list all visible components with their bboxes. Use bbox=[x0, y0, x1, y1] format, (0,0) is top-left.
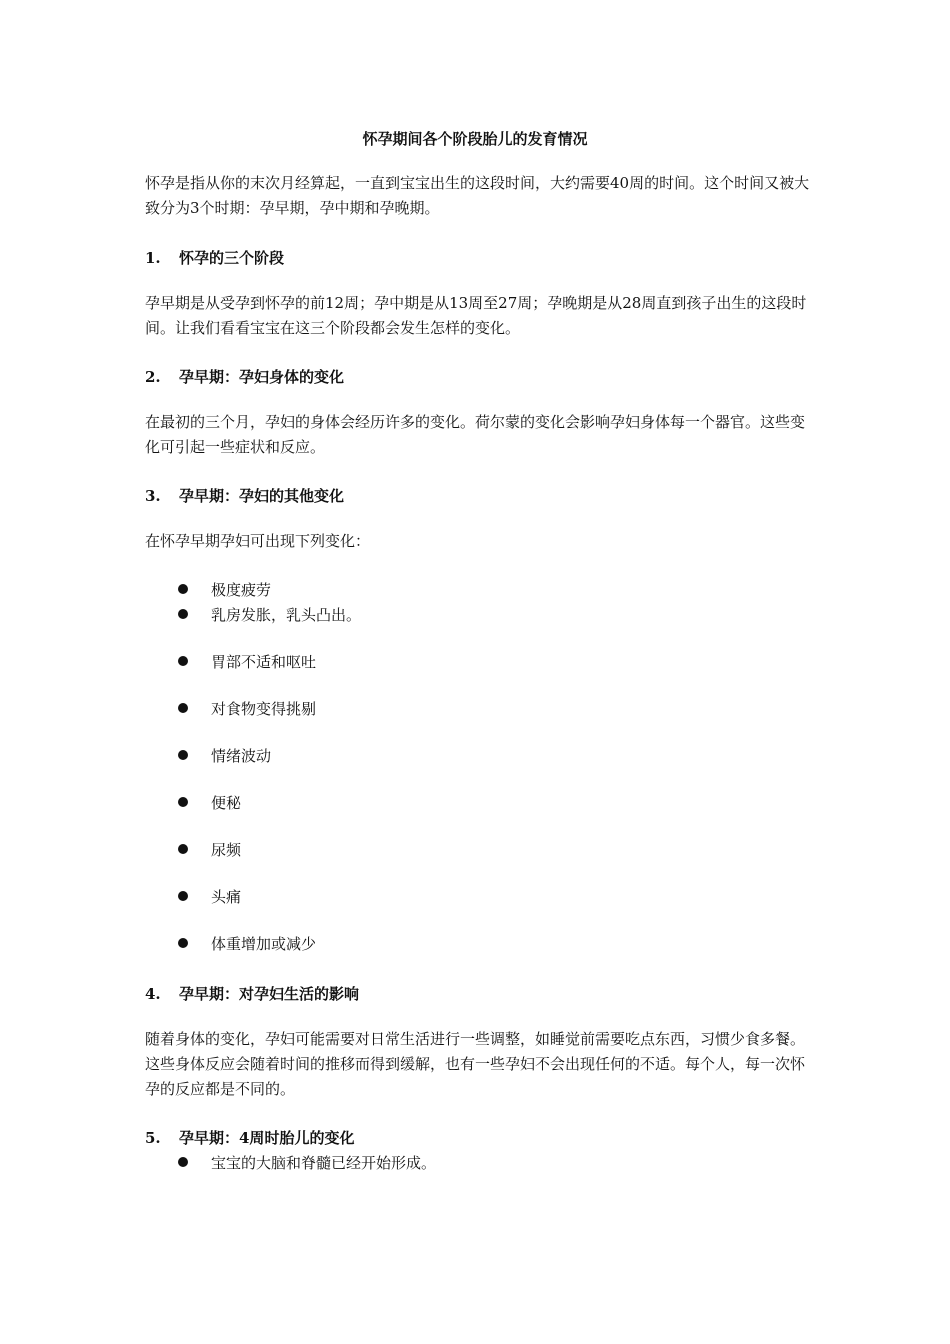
list-item-text: 便秘 bbox=[211, 794, 242, 812]
document-title: 怀孕期间各个阶段胎儿的发育情况 bbox=[362, 130, 588, 148]
bullet-icon bbox=[178, 1157, 188, 1167]
bullet-icon bbox=[178, 844, 188, 854]
section-5-heading bbox=[145, 1127, 354, 1148]
section-2-number: 2. bbox=[145, 368, 161, 386]
section-3-heading bbox=[145, 485, 344, 506]
bullet-icon bbox=[178, 584, 188, 594]
bullet-icon bbox=[178, 750, 188, 760]
bullet-icon bbox=[178, 891, 188, 901]
bullet-icon bbox=[178, 703, 188, 713]
section-4-title: 孕早期：对孕妇生活的影响 bbox=[179, 985, 360, 1003]
list-item-text: 胃部不适和呕吐 bbox=[211, 653, 317, 671]
list-item-text: 头痛 bbox=[211, 888, 242, 906]
section-1-body: 孕早期是从受孕到怀孕的前12周；孕中期是从13周至27周；孕晚期是从28周直到孩子出生的这段时间。让我们看看宝宝在这三个阶段都会发生怎样的变化。 bbox=[145, 294, 807, 337]
section-4-body: 随着身体的变化，孕妇可能需要对日常生活进行一些调整，如睡觉前需要吃点东西，习惯少食多餐。这些身体反应会随着时间的推移而得到缓解，也有一些孕妇不会出现任何的不适。每个人，每一次怀孕的反应都是不同的。 bbox=[145, 1030, 806, 1098]
bullet-icon bbox=[178, 797, 188, 807]
list-item-text: 情绪波动 bbox=[211, 747, 272, 765]
section-3-title: 孕早期：孕妇的其他变化 bbox=[179, 487, 345, 505]
section-2-heading bbox=[145, 366, 344, 387]
section-1-title: 怀孕的三个阶段 bbox=[179, 249, 285, 267]
intro-paragraph: 怀孕是指从你的末次月经算起，一直到宝宝出生的这段时间，大约需要40周的时间。这个时间又被大致分为3个时期：孕早期，孕中期和孕晚期。 bbox=[145, 174, 810, 217]
bullet-icon bbox=[178, 938, 188, 948]
section-5-number: 5. bbox=[145, 1129, 161, 1147]
section-1-heading bbox=[145, 247, 284, 268]
section-2-title: 孕早期：孕妇身体的变化 bbox=[179, 368, 345, 386]
section-3-number: 3. bbox=[145, 487, 161, 505]
section-5-title: 孕早期：4周时胎儿的变化 bbox=[179, 1129, 355, 1147]
list-item-text: 对食物变得挑剔 bbox=[211, 700, 317, 718]
list-item-text: 尿频 bbox=[211, 841, 242, 859]
section-3-body: 在怀孕早期孕妇可出现下列变化： bbox=[145, 532, 371, 550]
section-4-number: 4. bbox=[145, 985, 161, 1003]
list-item-text: 极度疲劳 bbox=[211, 581, 272, 599]
section-2-body: 在最初的三个月，孕妇的身体会经历许多的变化。荷尔蒙的变化会影响孕妇身体每一个器官。这些变化可引起一些症状和反应。 bbox=[145, 413, 806, 456]
list-item-text: 体重增加或减少 bbox=[211, 935, 317, 953]
list-item-text: 乳房发胀，乳头凸出。 bbox=[211, 606, 362, 624]
bullet-icon bbox=[178, 609, 188, 619]
section-1-number: 1. bbox=[145, 249, 161, 267]
section-4-heading bbox=[145, 983, 359, 1004]
list-item-text: 宝宝的大脑和脊髓已经开始形成。 bbox=[211, 1154, 437, 1172]
bullet-icon bbox=[178, 656, 188, 666]
